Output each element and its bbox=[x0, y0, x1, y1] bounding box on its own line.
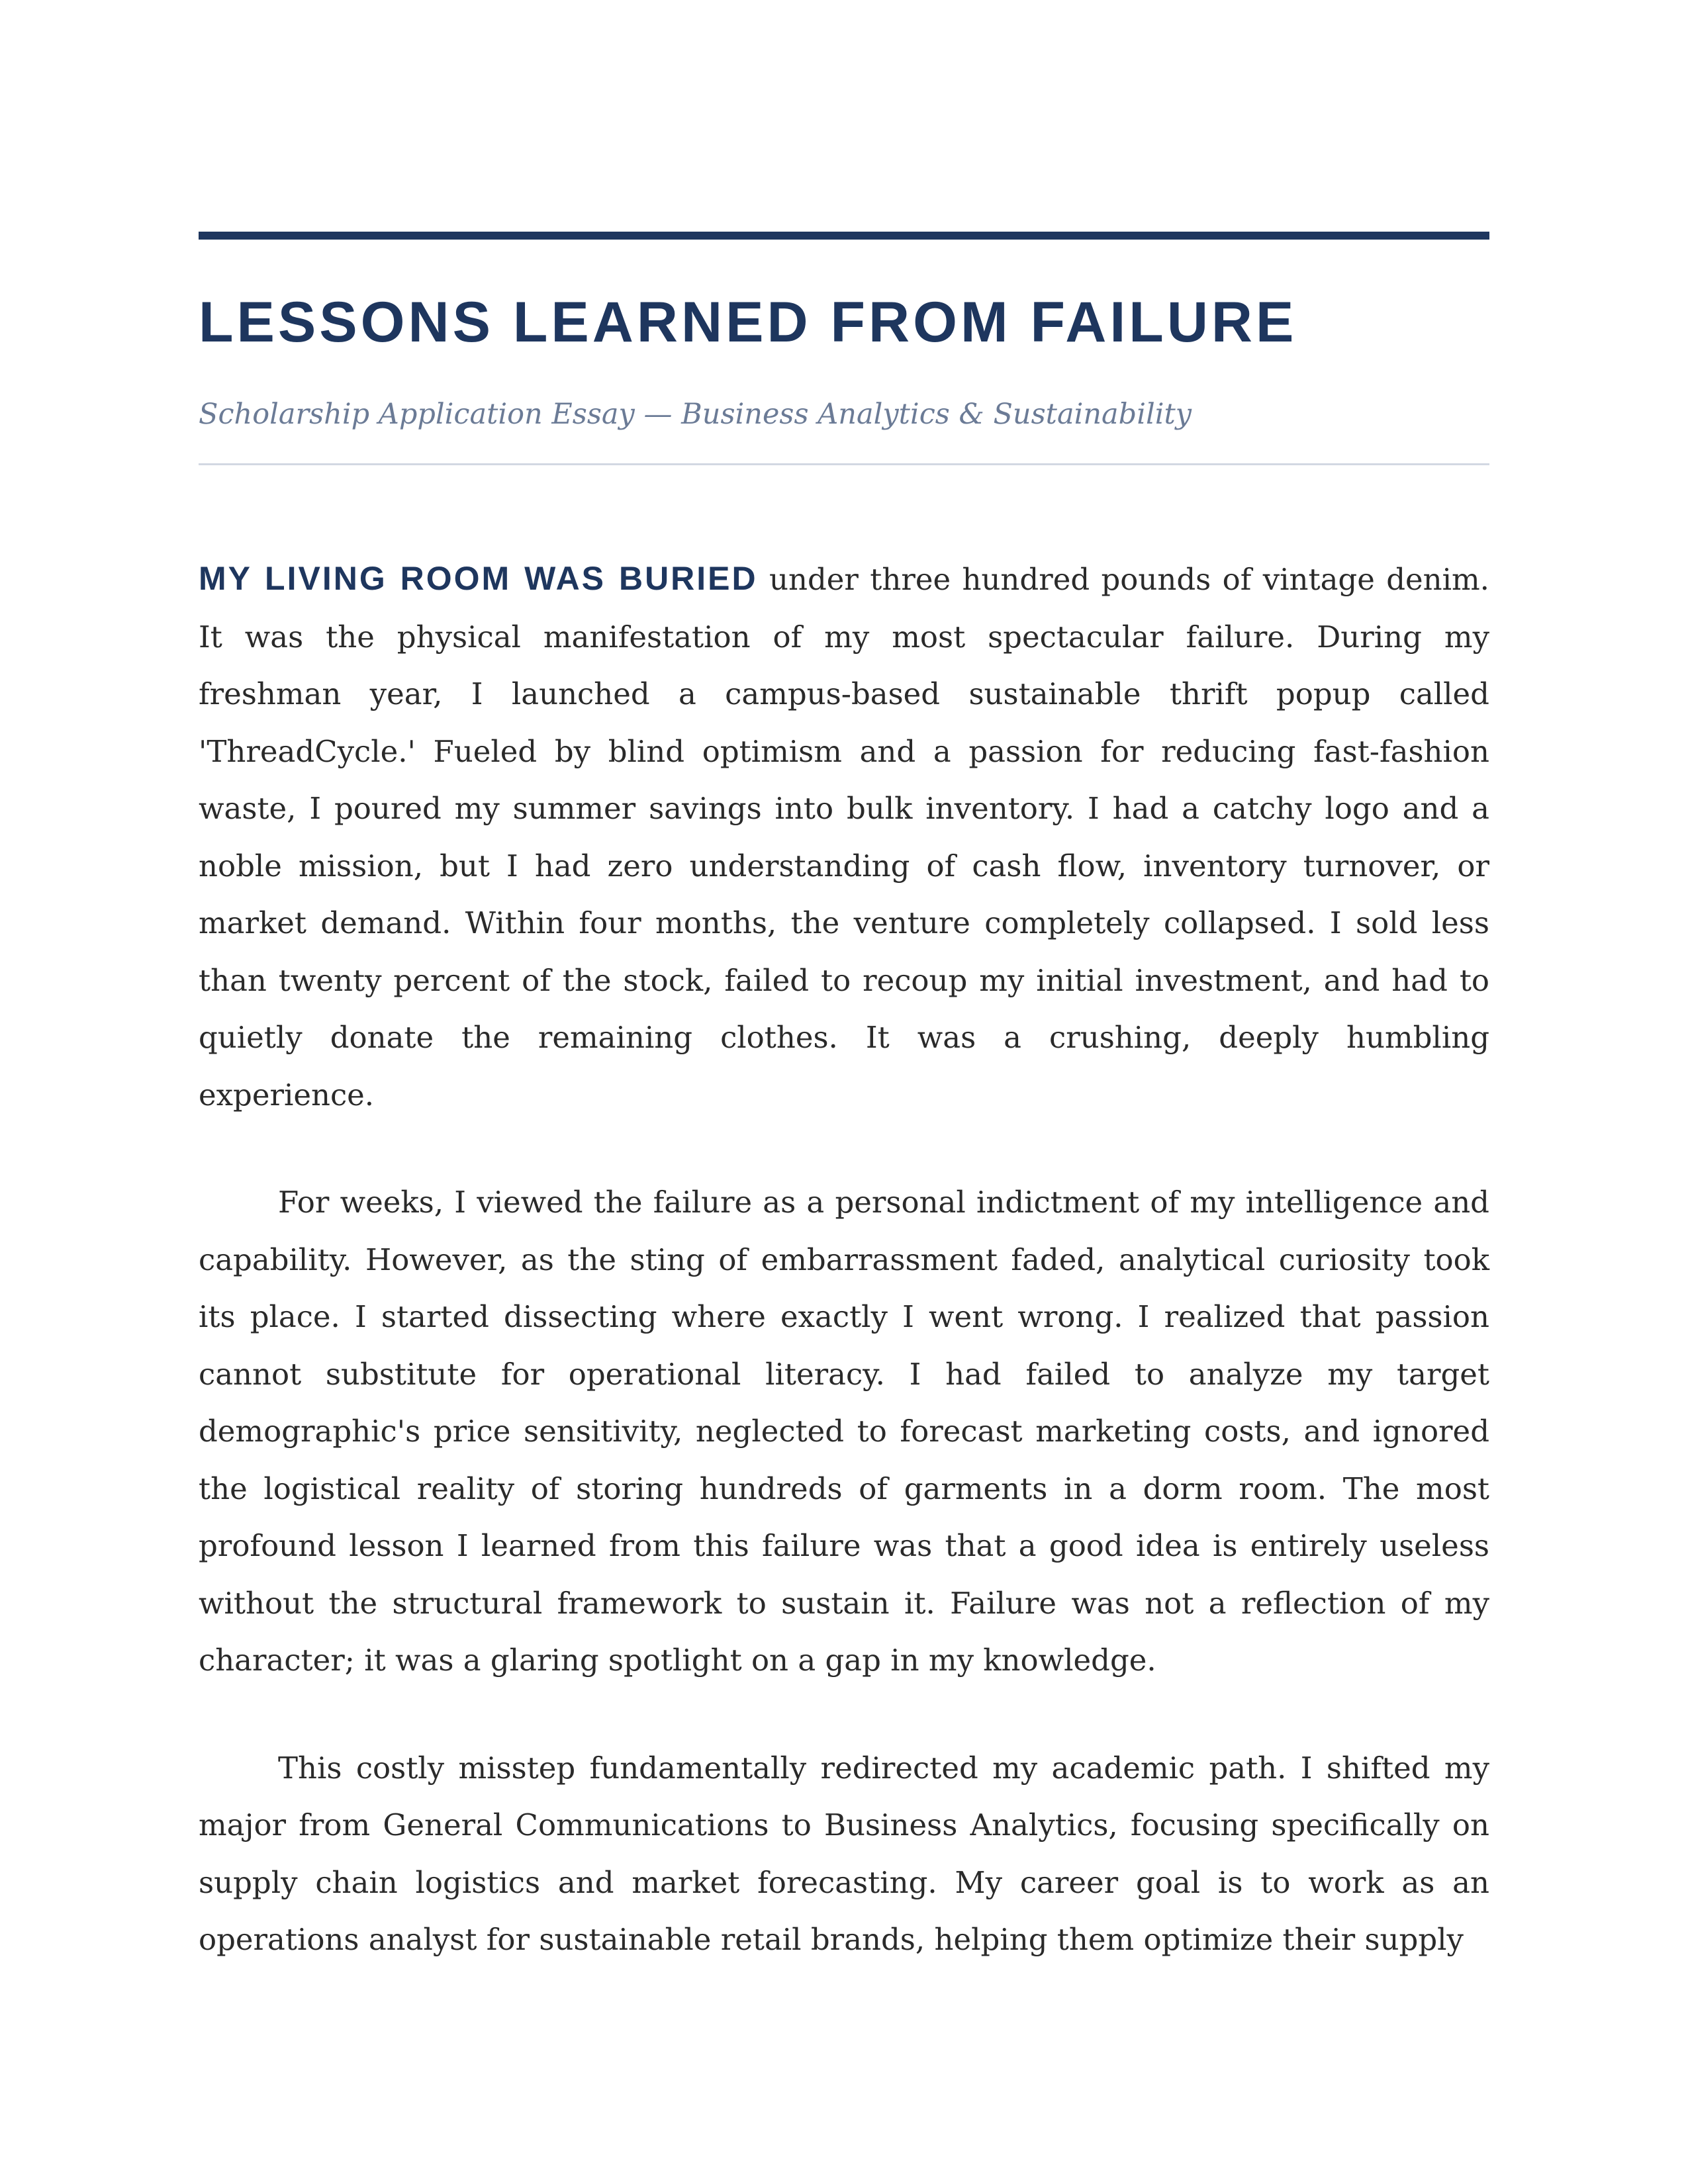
subtitle-divider bbox=[199, 463, 1489, 465]
paragraph-1-text: under three hundred pounds of vintage denim. It was the physical manifestation of my most spectacular failure. During my freshman year, I launched a campus-based sustainable thrift popup called 'ThreadCycle.' Fueled by blind optimism and a passion for reducing fast-fashion waste, I poured my summer savings into bulk inventory. I had a catchy logo and a noble mission, but I had zero understanding of cash flow, inventory turnover, or market demand. Within four months, the venture completely collapsed. I sold less than twenty percent of the stock, failed to recoup my initial investment, and had to quietly donate the remaining clothes. It was a crushing, deeply humbling experience. bbox=[199, 562, 1489, 1113]
paragraph-3: This costly misstep fundamentally redirected my academic path. I shifted my major from General Communications to Business Analytics, focusing specifically on supply chain logistics and market forecasting. My career goal is to work as an operations analyst for sustainable retail brands, helping them optimize their supply bbox=[199, 1750, 1489, 1958]
top-rule bbox=[199, 232, 1489, 240]
essay-page bbox=[199, 232, 1489, 2019]
paragraph-2: For weeks, I viewed the failure as a personal indictment of my intelligence and capability. However, as the sting of embarrassment faded, analytical curiosity took its place. I started dissecting where exactly I went wrong. I realized that passion cannot substitute for operational literacy. I had failed to analyze my target demographic's price sensitivity, neglected to forecast marketing costs, and ignored the logistical reality of storing hundreds of garments in a dorm room. The most profound lesson I learned from this failure was that a good idea is entirely useless without the structural framework to sustain it. Failure was not a reflection of my character; it was a glaring spotlight on a gap in my knowledge. bbox=[199, 1185, 1489, 1678]
paragraph-1 bbox=[199, 550, 1489, 1124]
page-title: LESSONS LEARNED FROM FAILURE bbox=[199, 291, 1297, 354]
essay-body bbox=[199, 550, 1489, 1969]
page-subtitle: Scholarship Application Essay — Business Analytics & Sustainability bbox=[199, 397, 1192, 431]
lead-in: MY LIVING ROOM WAS BURIED bbox=[199, 560, 758, 598]
